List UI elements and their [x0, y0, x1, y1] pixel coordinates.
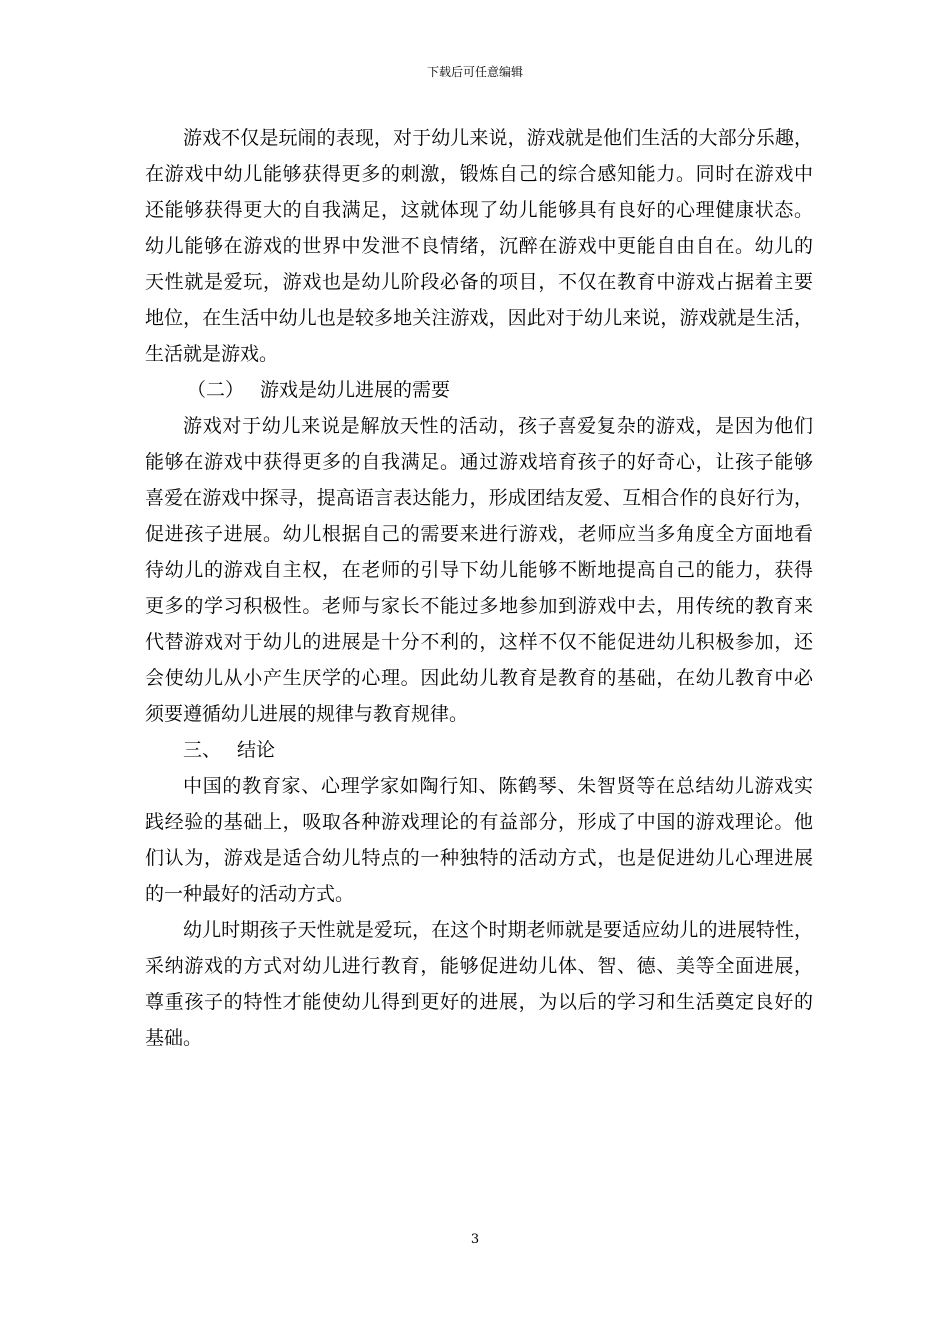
- text-line: 还能够获得更大的自我满足，这就体现了幼儿能够具有良好的心理健康状态。: [145, 199, 813, 221]
- text-line: 待幼儿的游戏自主权，在老师的引导下幼儿能够不断地提高自己的能力，获得: [145, 559, 813, 581]
- paragraph-play-is-life: [145, 120, 813, 372]
- section-title: 结论: [237, 739, 276, 761]
- text-line: 天性就是爱玩，游戏也是幼儿阶段必备的项目，不仅在教育中游戏占据着主要: [145, 271, 813, 293]
- text-line: 尊重孩子的特性才能使幼儿得到更好的进展，为以后的学习和生活奠定良好的: [145, 991, 813, 1013]
- paragraph-conclusion-theory: [145, 768, 813, 912]
- section-title: 游戏是幼儿进展的需要: [260, 379, 451, 401]
- text-line: 采纳游戏的方式对幼儿进行教育，能够促进幼儿体、智、德、美等全面进展，: [145, 955, 813, 977]
- paragraph-play-development: [145, 408, 813, 732]
- text-line: 促进孩子进展。幼儿根据自己的需要来进行游戏，老师应当多角度全方面地看: [145, 523, 813, 545]
- text-line: 游戏对于幼儿来说是解放天性的活动，孩子喜爱复杂的游戏，是因为他们: [183, 415, 813, 437]
- text-line: 幼儿时期孩子天性就是爱玩，在这个时期老师就是要适应幼儿的进展特性，: [183, 919, 813, 941]
- section-number: （二）: [187, 379, 245, 401]
- section-number: 三、: [183, 739, 222, 761]
- page-header: 下载后可任意编辑: [426, 65, 523, 79]
- paragraph-conclusion-summary: [145, 912, 813, 1056]
- text-line: 游戏不仅是玩闹的表现，对于幼儿来说，游戏就是他们生活的大部分乐趣，: [183, 127, 813, 149]
- text-line: 践经验的基础上，吸取各种游戏理论的有益部分，形成了中国的游戏理论。他: [145, 811, 813, 833]
- text-line: 生活就是游戏。: [145, 343, 279, 365]
- section-heading-3: [145, 732, 813, 768]
- text-line: 更多的学习积极性。老师与家长不能过多地参加到游戏中去，用传统的教育来: [145, 595, 813, 617]
- text-line: 的一种最好的活动方式。: [145, 883, 355, 905]
- text-line: 基础。: [145, 1027, 203, 1049]
- text-line: 幼儿能够在游戏的世界中发泄不良情绪，沉醉在游戏中更能自由自在。幼儿的: [145, 235, 813, 257]
- document-body: [145, 120, 813, 1056]
- text-line: 能够在游戏中获得更多的自我满足。通过游戏培育孩子的好奇心，让孩子能够: [145, 451, 813, 473]
- text-line: 喜爱在游戏中探寻，提高语言表达能力，形成团结友爱、互相合作的良好行为，: [145, 487, 813, 509]
- text-line: 们认为，游戏是适合幼儿特点的一种独特的活动方式，也是促进幼儿心理进展: [145, 847, 813, 869]
- text-line: 在游戏中幼儿能够获得更多的刺激，锻炼自己的综合感知能力。同时在游戏中: [145, 163, 813, 185]
- text-line: 会使幼儿从小产生厌学的心理。因此幼儿教育是教育的基础，在幼儿教育中必: [145, 667, 813, 689]
- text-line: 代替游戏对于幼儿的进展是十分不利的，这样不仅不能促进幼儿积极参加，还: [145, 631, 813, 653]
- text-line: 须要遵循幼儿进展的规律与教育规律。: [145, 703, 469, 725]
- section-heading-2: [145, 372, 813, 408]
- text-line: 地位，在生活中幼儿也是较多地关注游戏，因此对于幼儿来说，游戏就是生活，: [145, 307, 813, 329]
- page-number: 3: [470, 1232, 480, 1247]
- text-line: 中国的教育家、心理学家如陶行知、陈鹤琴、朱智贤等在总结幼儿游戏实: [183, 775, 813, 797]
